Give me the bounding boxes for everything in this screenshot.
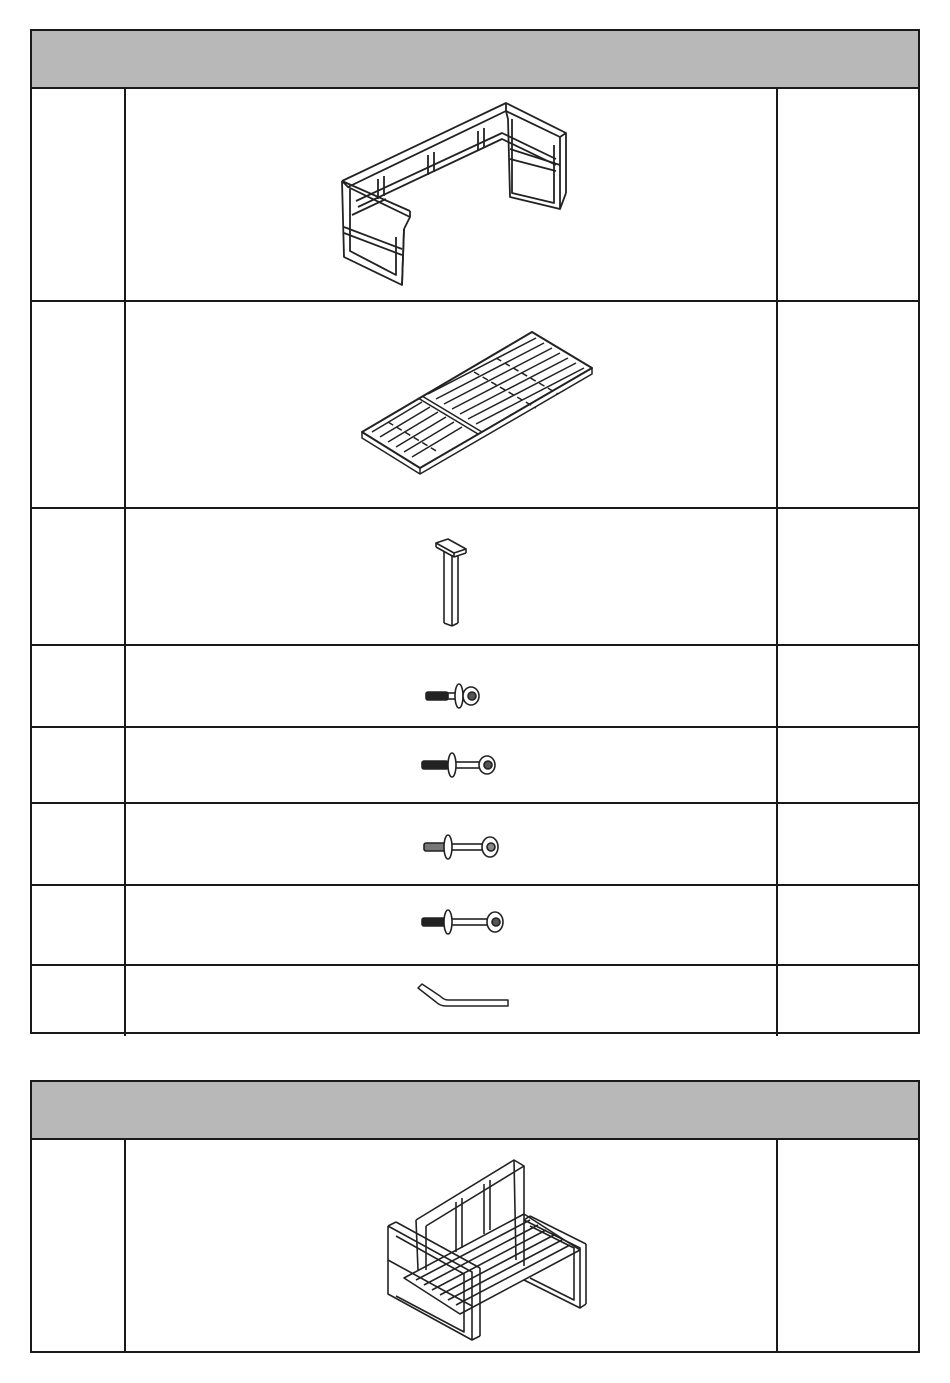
parts-table-title [32,31,918,67]
table-row [32,646,918,728]
part-image-cell [126,728,778,802]
part-id-cell [32,1140,126,1351]
table-row [32,966,918,1036]
part-image-cell [126,646,778,726]
part-image-cell [126,509,778,644]
table-row [32,89,918,302]
part-image-cell [126,804,778,884]
table-row [32,886,918,966]
quantity-cell [778,509,918,644]
part-id-cell [32,804,126,884]
part-image-cell [126,886,778,964]
table-row [32,302,918,509]
quantity-cell [778,728,918,802]
table-row [32,728,918,804]
part-id-cell [32,966,126,1036]
assembled-table-header [32,1082,918,1140]
short-bolt-icon [126,646,776,726]
assembled-sofa-icon [126,1140,776,1349]
quantity-cell [778,1140,918,1351]
quantity-cell [778,804,918,884]
quantity-cell [778,646,918,726]
slatted-seat-panel-icon [126,302,776,507]
seat-frame-icon [126,89,776,300]
part-image-cell [126,1140,778,1351]
quantity-cell [778,302,918,507]
assembled-table-title [32,1082,918,1118]
table-row [32,509,918,646]
longest-bolt-icon [126,886,776,964]
medium-bolt-icon [126,728,776,802]
quantity-cell [778,886,918,964]
quantity-cell [778,89,918,300]
part-id-cell [32,302,126,507]
assembled-table [30,1080,920,1353]
allen-key-icon [126,966,776,1034]
part-image-cell [126,89,778,300]
part-id-cell [32,89,126,300]
long-bolt-icon [126,804,776,884]
parts-table [30,29,920,1034]
part-image-cell [126,966,778,1036]
part-id-cell [32,509,126,644]
part-id-cell [32,646,126,726]
part-id-cell [32,886,126,964]
parts-table-header [32,31,918,89]
part-image-cell [126,302,778,507]
part-id-cell [32,728,126,802]
quantity-cell [778,966,918,1036]
table-row [32,804,918,886]
support-leg-icon [126,509,776,644]
table-row [32,1140,918,1351]
